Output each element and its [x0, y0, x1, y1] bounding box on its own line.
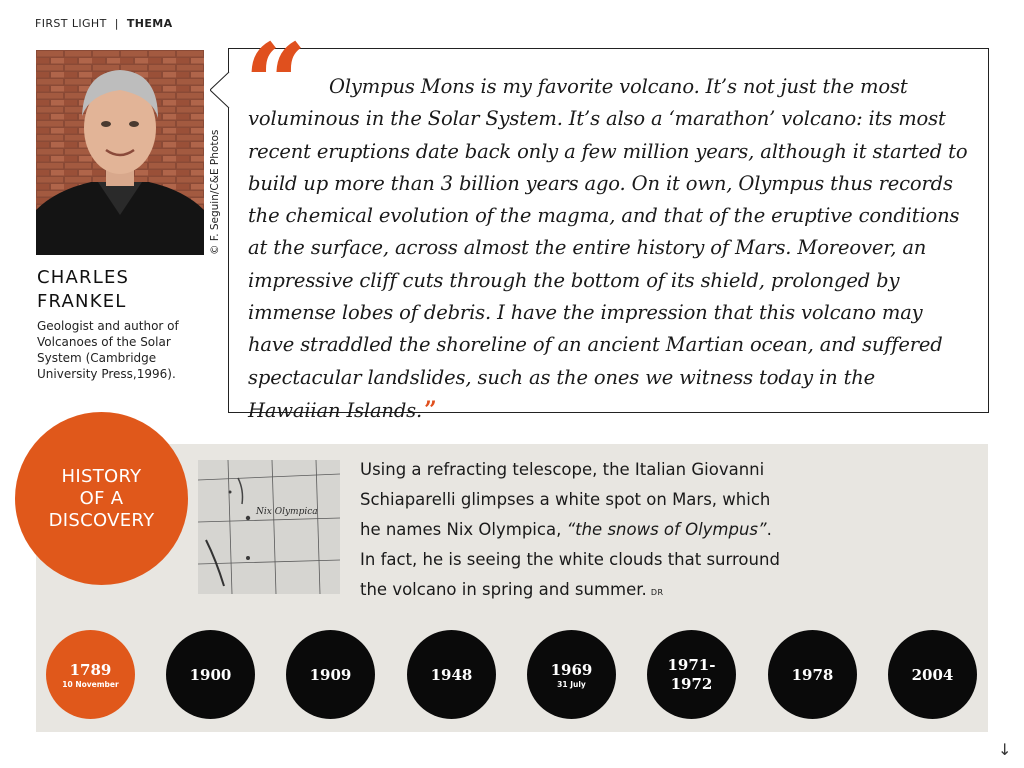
quote-body: Olympus Mons is my favorite volcano. It’s not just the most voluminous in the Solar System. It’s also a ‘marathon’ volcano: its most recent eruptions date back only a few million years, although it started to build up more than 3 billion years ago. On it own, Olympus thus records the chemical evolution of the magma, and that of the eruptive conditions at the surface, across almost the entire history of Mars. Moreover, an impressive cliff cuts through the bottom of its shield, prolonged by immense lobes of debris. I have the impression that this volcano may have straddled the shoreline of an ancient Martian ocean, and suffered spectacular landslides, such as the ones we witness today in the Hawaiian Islands.	[248, 75, 968, 422]
timeline-item-1978[interactable]	[768, 630, 857, 719]
timeline-item-2004[interactable]	[888, 630, 977, 719]
timeline-year-end: 1972	[670, 674, 713, 693]
portrait-photo	[36, 50, 204, 255]
timeline-item-1969[interactable]	[527, 630, 616, 719]
timeline-item-1900[interactable]	[166, 630, 255, 719]
history-title-badge	[15, 412, 188, 585]
timeline-year: 1900	[189, 665, 232, 684]
quote-text	[248, 71, 973, 427]
open-quote-icon: “	[244, 19, 308, 148]
timeline-year: 2004	[911, 665, 954, 684]
history-text-part1: Using a refracting telescope, the Italian Giovanni Schiaparelli glimpses a white spot on Mars, which he names Nix Olympica,	[360, 460, 771, 539]
history-title-line1: HISTORY	[61, 465, 142, 487]
timeline-year: 1789	[69, 660, 112, 679]
breadcrumb-section[interactable]: FIRST LIGHT	[35, 17, 107, 30]
photo-credit: © F. Seguin/C&E Photos	[209, 129, 221, 255]
timeline-year: 1948	[430, 665, 473, 684]
scroll-down-icon[interactable]: ↓	[998, 740, 1012, 759]
person-first-name: CHARLES	[37, 267, 130, 288]
history-description	[360, 455, 790, 608]
timeline-item-1789[interactable]	[46, 630, 135, 719]
breadcrumb	[35, 17, 173, 30]
history-text-part2: . In fact, he is seeing the white clouds that surround the volcano in spring and summer.	[360, 520, 780, 599]
person-description: Geologist and author of Volcanoes of the Solar System (Cambridge University Press,1996).	[37, 319, 179, 381]
timeline-date: 31 July	[557, 679, 586, 689]
timeline-item-1948[interactable]	[407, 630, 496, 719]
image-credit: DR	[650, 588, 664, 597]
timeline-year: 1969	[550, 660, 593, 679]
schiaparelli-map-image[interactable]	[198, 460, 340, 594]
timeline-item-1971-1972[interactable]	[647, 630, 736, 719]
history-text-quote: “the snows of Olympus”	[566, 520, 767, 539]
history-title-line2: OF A	[79, 487, 124, 509]
close-quote-icon: ”	[424, 396, 437, 423]
history-title-line3: DISCOVERY	[48, 509, 155, 531]
timeline-year: 1978	[791, 665, 834, 684]
timeline-date: 10 November	[62, 679, 119, 689]
quote-pointer	[210, 72, 230, 108]
breadcrumb-separator: |	[114, 17, 119, 30]
timeline-item-1909[interactable]	[286, 630, 375, 719]
quote-box	[228, 19, 989, 423]
breadcrumb-current: THEMA	[126, 17, 173, 30]
person-last-name: FRANKEL	[37, 291, 127, 312]
timeline-year: 1909	[309, 665, 352, 684]
timeline-year: 1971-	[667, 655, 716, 674]
person-name	[37, 266, 129, 314]
map-label-nix-olympica: Nix Olympica	[256, 507, 318, 517]
